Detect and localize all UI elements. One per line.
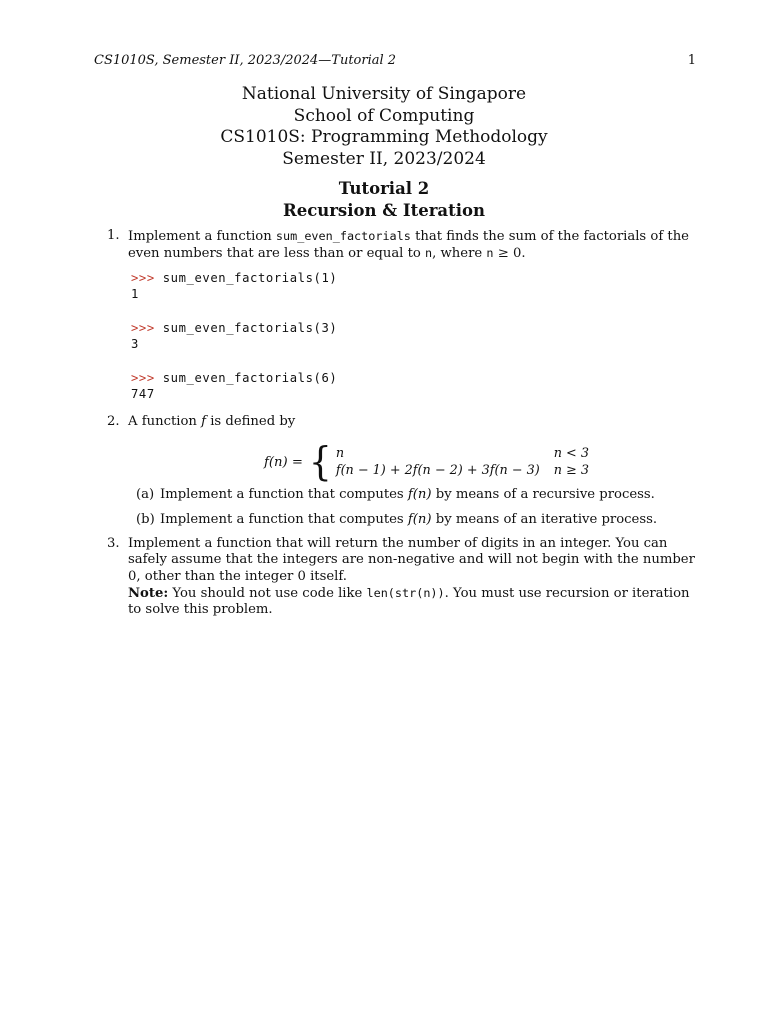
brace-icon: { xyxy=(308,439,332,485)
code-call: sum_even_factorials(1) xyxy=(162,270,338,285)
prompt: >>> xyxy=(131,270,155,285)
tutorial-title: Tutorial 2 xyxy=(338,179,430,198)
question-1 xyxy=(107,228,699,403)
subpart-text: Implement a function that computes f(n) by means of an iterative process. xyxy=(160,511,658,527)
subpart-label: (b) xyxy=(136,511,155,527)
question-2 xyxy=(107,414,699,528)
code-result: 1 xyxy=(131,287,139,302)
prompt: >>> xyxy=(131,370,155,385)
equation-cases xyxy=(336,446,589,480)
subpart-b xyxy=(128,512,699,528)
code-result: 747 xyxy=(131,387,155,402)
equation-lhs: f(n) = xyxy=(264,454,303,470)
code-call: sum_even_factorials(6) xyxy=(162,370,338,385)
subpart-text: Implement a function that computes f(n) by means of a recursive process. xyxy=(160,487,655,503)
school-name: School of Computing xyxy=(293,105,475,126)
running-title: CS1010S, Semester II, 2023/2024—Tutorial 2 xyxy=(94,53,397,68)
note: Note: You should not use code like len(str(n)). You must use recursion or iteration to solve this problem. xyxy=(128,585,690,618)
question-number: 2. xyxy=(107,413,120,429)
tutorial-topic: Recursion & Iteration xyxy=(282,201,485,220)
question-number: 3. xyxy=(107,536,120,552)
question-body xyxy=(128,536,699,618)
code-example-1 xyxy=(131,270,699,403)
case-2-condition: n ≥ 3 xyxy=(553,463,589,479)
piecewise-equation xyxy=(154,439,699,485)
running-header xyxy=(94,53,696,68)
question-3 xyxy=(107,536,699,618)
page-number: 1 xyxy=(687,53,696,68)
note-label: Note: xyxy=(128,585,169,601)
question-body xyxy=(128,228,699,403)
question-text: A function f is defined by xyxy=(128,413,296,429)
code-snippet: len(str(n)) xyxy=(366,585,445,600)
case-2-expression: f(n − 1) + 2f(n − 2) + 3f(n − 3) xyxy=(335,463,540,479)
code-result: 3 xyxy=(131,337,139,352)
question-number: 1. xyxy=(107,228,120,243)
subpart-label: (a) xyxy=(136,487,155,503)
function-name: sum_even_factorials xyxy=(275,229,411,243)
semester: Semester II, 2023/2024 xyxy=(282,148,486,169)
prompt: >>> xyxy=(131,320,155,335)
course-name: CS1010S: Programming Methodology xyxy=(220,127,548,147)
case-1-condition: n < 3 xyxy=(553,445,589,461)
question-text: Implement a function sum_even_factorials that finds the sum of the factorials of the even numbers that are less than or equal to n, where n ≥ 0. xyxy=(128,229,689,262)
question-list xyxy=(107,228,699,619)
code-call: sum_even_factorials(3) xyxy=(162,320,338,335)
university-name: National University of Singapore xyxy=(241,84,527,104)
subpart-a xyxy=(128,487,699,503)
title-block xyxy=(0,84,768,222)
question-body xyxy=(128,414,699,528)
question-text: Implement a function that will return the number of digits in an integer. You can safely assume that the integers are non-negative and will not begin with the number 0, other than the integer 0 itself. xyxy=(128,536,695,584)
case-1-expression: n xyxy=(335,445,345,461)
